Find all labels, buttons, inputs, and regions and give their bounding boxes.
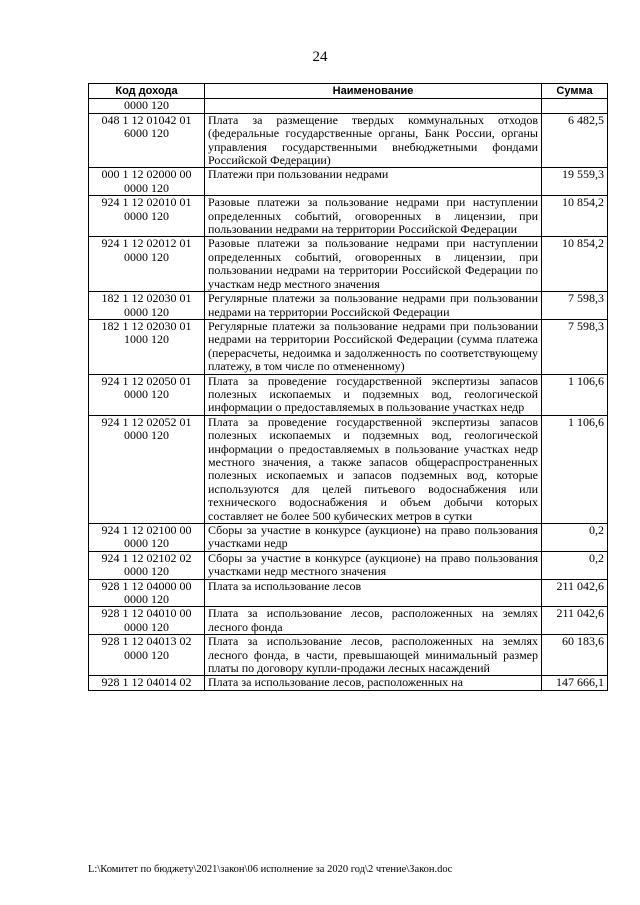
row-amount-cell: 10 854,2 <box>542 237 608 292</box>
table-row <box>89 237 608 292</box>
row-name-cell: Сборы за участие в конкурсе (аукционе) на право пользования участками недр местного значения <box>205 551 542 579</box>
row-amount-cell: 211 042,6 <box>542 579 608 607</box>
table-header-row <box>89 84 608 99</box>
row-amount-cell: 147 666,1 <box>542 676 608 690</box>
table-row <box>89 196 608 237</box>
row-amount-cell: 211 042,6 <box>542 607 608 635</box>
row-code-cell: 924 1 12 02100 00 0000 120 <box>89 524 205 552</box>
footer-file-path: L:\Комитет по бюджету\2021\закон\06 исполнение за 2020 год\2 чтение\Закон.doc <box>88 864 453 875</box>
row-amount-cell: 1 106,6 <box>542 415 608 523</box>
column-header-code: Код дохода <box>89 84 205 99</box>
row-name-cell: Плата за проведение государственной экспертизы запасов полезных ископаемых и подземных вод, геологической информации о предоставляемых в пользование участках недр местного значения, а также запасов общераспространенных полезных ископаемых и запасов подземных вод, которые используются для целей питьевого водоснабжения или технического водоснабжения и объем добычи которых составляет не более 500 кубических метров в сутки <box>205 415 542 523</box>
row-code-cell: 928 1 12 04010 00 0000 120 <box>89 607 205 635</box>
table-row <box>89 579 608 607</box>
table-body <box>89 99 608 690</box>
row-amount-cell: 1 106,6 <box>542 374 608 415</box>
row-name-cell: Плата за проведение государственной экспертизы запасов полезных ископаемых и подземных вод, геологической информации о предоставляемых в пользование участках недр <box>205 374 542 415</box>
table-row <box>89 374 608 415</box>
row-code-cell: 924 1 12 02102 02 0000 120 <box>89 551 205 579</box>
row-name-cell: Разовые платежи за пользование недрами при наступлении определенных событий, оговоренных в лицензии, при пользовании недрами на территории Российской Федерации <box>205 196 542 237</box>
row-code-cell: 924 1 12 02050 01 0000 120 <box>89 374 205 415</box>
row-amount-cell <box>542 99 608 113</box>
row-name-cell: Плата за использование лесов, расположенных на землях лесного фонда, в части, превышающей минимальный размер платы по договору купли-продажи лесных насаждений <box>205 635 542 676</box>
row-code-cell: 182 1 12 02030 01 1000 120 <box>89 319 205 374</box>
row-name-cell: Регулярные платежи за пользование недрами при пользовании недрами на территории Российской Федерации (сумма платежа (перерасчеты, недоимка и задолженность по соответствующему платежу, в том числе по отмененному) <box>205 319 542 374</box>
row-amount-cell: 6 482,5 <box>542 113 608 168</box>
row-code-cell: 0000 120 <box>89 99 205 113</box>
row-amount-cell: 7 598,3 <box>542 319 608 374</box>
column-header-name: Наименование <box>205 84 542 99</box>
row-code-cell: 924 1 12 02052 01 0000 120 <box>89 415 205 523</box>
row-code-cell: 000 1 12 02000 00 0000 120 <box>89 168 205 196</box>
table-row <box>89 99 608 113</box>
table-row <box>89 676 608 690</box>
table-row <box>89 319 608 374</box>
table-row <box>89 292 608 320</box>
row-amount-cell: 0,2 <box>542 524 608 552</box>
row-name-cell: Платежи при пользовании недрами <box>205 168 542 196</box>
table-row <box>89 415 608 523</box>
table-row <box>89 168 608 196</box>
table-row <box>89 113 608 168</box>
row-amount-cell: 10 854,2 <box>542 196 608 237</box>
row-amount-cell: 7 598,3 <box>542 292 608 320</box>
table-row <box>89 524 608 552</box>
row-code-cell: 182 1 12 02030 01 0000 120 <box>89 292 205 320</box>
row-code-cell: 924 1 12 02010 01 0000 120 <box>89 196 205 237</box>
row-amount-cell: 60 183,6 <box>542 635 608 676</box>
row-code-cell: 048 1 12 01042 01 6000 120 <box>89 113 205 168</box>
column-header-amount: Сумма <box>542 84 608 99</box>
income-table <box>88 83 608 691</box>
row-code-cell: 924 1 12 02012 01 0000 120 <box>89 237 205 292</box>
table-row <box>89 607 608 635</box>
row-name-cell: Плата за использование лесов, расположенных на <box>205 676 542 690</box>
page-number: 24 <box>312 49 328 65</box>
row-name-cell: Плата за использование лесов, расположенных на землях лесного фонда <box>205 607 542 635</box>
row-code-cell: 928 1 12 04014 02 <box>89 676 205 690</box>
row-name-cell: Плата за использование лесов <box>205 579 542 607</box>
row-amount-cell: 19 559,3 <box>542 168 608 196</box>
row-code-cell: 928 1 12 04013 02 0000 120 <box>89 635 205 676</box>
row-name-cell: Плата за размещение твердых коммунальных отходов (федеральные государственные органы, Банк России, органы управления государственными внебюджетными фондами Российской Федерации) <box>205 113 542 168</box>
row-code-cell: 928 1 12 04000 00 0000 120 <box>89 579 205 607</box>
row-name-cell: Регулярные платежи за пользование недрами при пользовании недрами на территории Российской Федерации <box>205 292 542 320</box>
table-row <box>89 551 608 579</box>
row-amount-cell: 0,2 <box>542 551 608 579</box>
row-name-cell: Разовые платежи за пользование недрами при наступлении определенных событий, оговоренных в лицензии, при пользовании недрами на территории Российской Федерации по участкам недр местного значения <box>205 237 542 292</box>
row-name-cell <box>205 99 542 113</box>
row-name-cell: Сборы за участие в конкурсе (аукционе) на право пользования участками недр <box>205 524 542 552</box>
table-row <box>89 635 608 676</box>
